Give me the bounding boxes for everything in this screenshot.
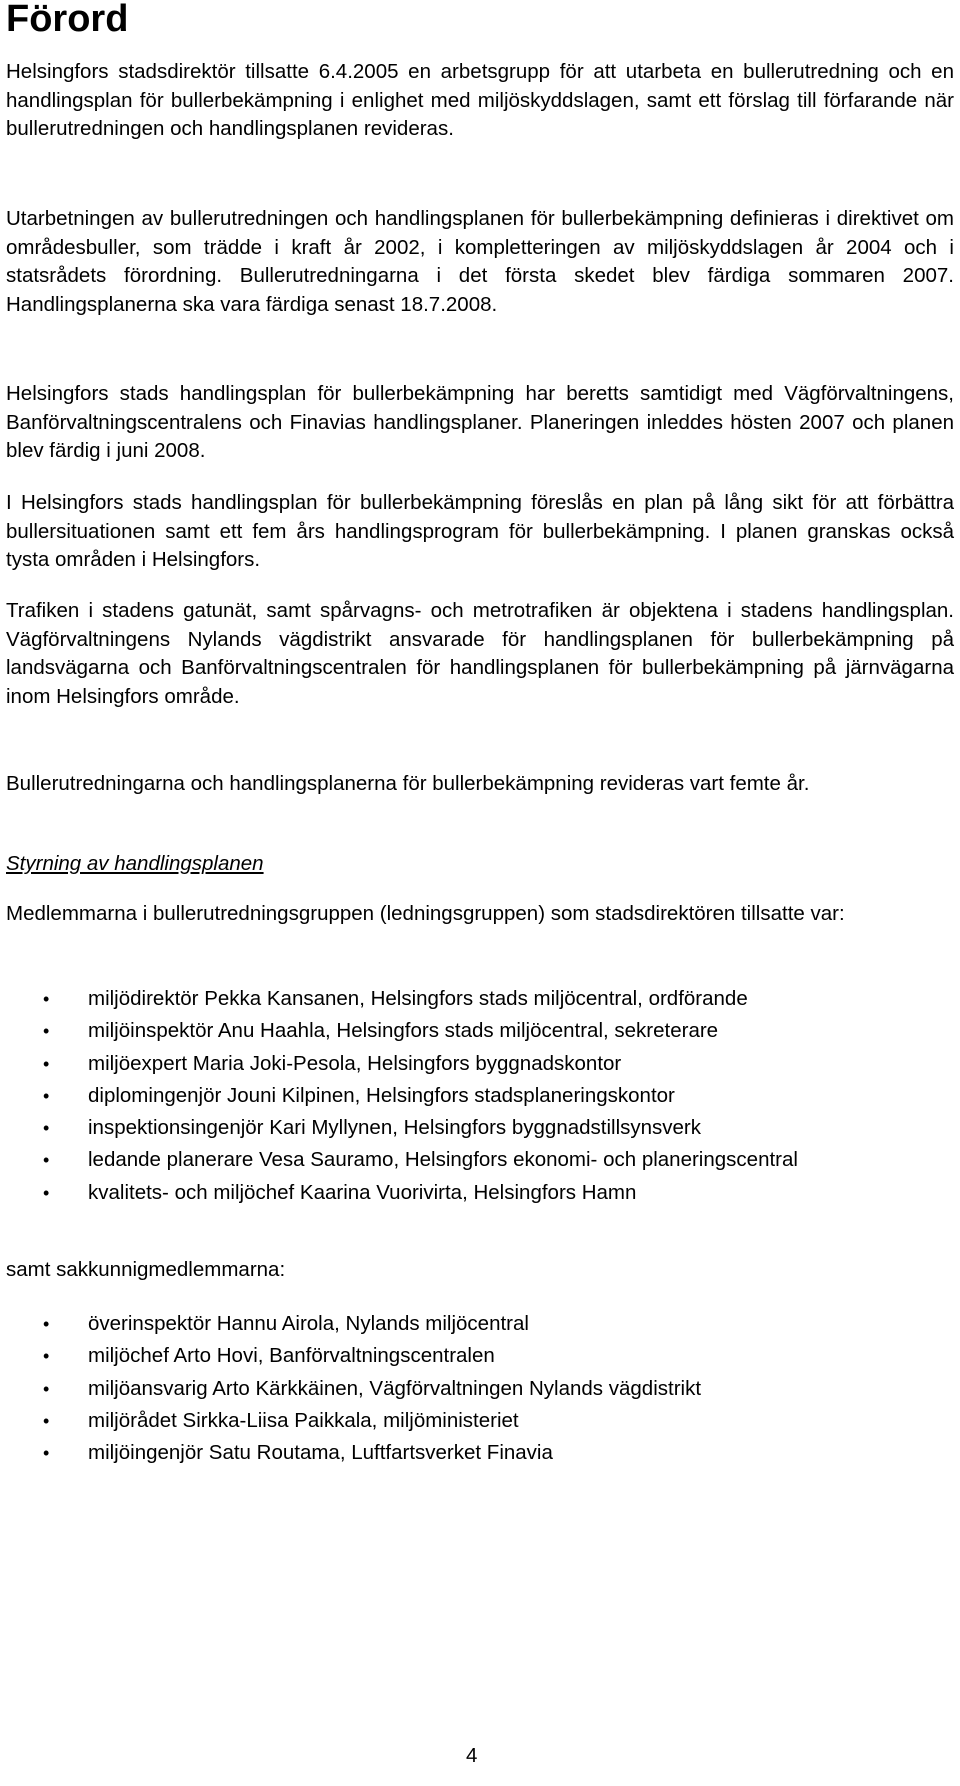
list-item <box>0 1405 960 1437</box>
list-item <box>0 1308 960 1340</box>
list-item-text: miljödirektör Pekka Kansanen, Helsingfors stads miljöcentral, ordförande <box>88 987 748 1010</box>
paragraph-directive: Utarbetningen av bullerutredningen och handlingsplanen för bullerbekämpning definieras i direktivet om områdesbuller, som trädde i kraft år 2002, i kompletteringen av miljöskyddslagen år 2004 och i statsrådets förordning. Bullerutredningarna i det första skedet blev färdiga sommaren 2007. Handlingsplanerna ska vara färdiga senast 18.7.2008. <box>6 207 954 316</box>
paragraph-traffic: Trafiken i stadens gatunät, samt spårvagns- och metrotrafiken är objektena i stadens handlingsplan. Vägförvaltningens Nylands vägdistrikt ansvarade för handlingsplanen för bullerbekämpning på landsvägarna och Banförvaltningscentralen för handlingsplanen för bullerbekämpning på järnvägarna inom Helsingfors område. <box>6 599 954 708</box>
list-item <box>0 1015 960 1047</box>
members-list <box>0 983 960 1209</box>
experts-list <box>0 1308 960 1469</box>
list-item-text: miljöingenjör Satu Routama, Luftfartsverket Finavia <box>88 1441 553 1465</box>
bullet-icon: • <box>43 1085 50 1106</box>
bullet-icon: • <box>43 1150 50 1171</box>
paragraph-experts-intro: samt sakkunnigmedlemmarna: <box>6 1258 286 1281</box>
list-item-text: diplomingenjör Jouni Kilpinen, Helsingfors stadsplaneringskontor <box>88 1083 675 1107</box>
list-item <box>0 1340 960 1372</box>
page-title: Förord <box>6 0 129 40</box>
paragraph-proposal: I Helsingfors stads handlingsplan för bullerbekämpning föreslås en plan på lång sikt för att förbättra bullersituationen samt ett fem års handlingsprogram för bullerbekämpning. I planen granskas också tysta områden i Helsingfors. <box>6 491 954 571</box>
list-item <box>0 1048 960 1080</box>
bullet-icon: • <box>43 1378 50 1399</box>
list-item <box>0 1437 960 1469</box>
list-item-text: kvalitets- och miljöchef Kaarina Vuorivirta, Helsingfors Hamn <box>88 1180 637 1204</box>
bullet-icon: • <box>43 1053 50 1074</box>
list-item-text: överinspektör Hannu Airola, Nylands miljöcentral <box>88 1312 529 1335</box>
paragraph-intro: Helsingfors stadsdirektör tillsatte 6.4.2005 en arbetsgrupp för att utarbeta en bullerutredning och en handlingsplan för bullerbekämpning i enlighet med miljöskyddslagen, samt ett förslag till förfarande när bullerutredningen och handlingsplanen revideras. <box>6 60 954 140</box>
list-item <box>0 1080 960 1112</box>
list-item <box>0 1373 960 1405</box>
list-item-text: miljöchef Arto Hovi, Banförvaltningscentralen <box>88 1344 495 1368</box>
list-item-text: ledande planerare Vesa Sauramo, Helsingfors ekonomi- och planeringscentral <box>88 1148 798 1172</box>
list-item <box>0 1112 960 1144</box>
list-item-text: miljöinspektör Anu Haahla, Helsingfors stads miljöcentral, sekreterare <box>88 1019 719 1043</box>
list-item <box>0 1177 960 1209</box>
list-item-text: miljöexpert Maria Joki-Pesola, Helsingfors byggnadskontor <box>88 1051 622 1075</box>
paragraph-preparation: Helsingfors stads handlingsplan för bullerbekämpning har beretts samtidigt med Vägförvaltningens, Banförvaltningscentralens och Finavias handlingsplaner. Planeringen inleddes hösten 2007 och planen blev färdig i juni 2008. <box>6 382 954 462</box>
section-subheading: Styrning av handlingsplanen <box>6 852 264 875</box>
bullet-icon: • <box>43 1182 50 1203</box>
list-item <box>0 1144 960 1176</box>
paragraph-revision: Bullerutredningarna och handlingsplanerna för bullerbekämpning revideras vart femte år. <box>6 772 810 795</box>
bullet-icon: • <box>43 1346 50 1367</box>
bullet-icon: • <box>43 1314 50 1334</box>
bullet-icon: • <box>43 989 50 1009</box>
bullet-icon: • <box>43 1021 50 1042</box>
list-item <box>0 983 960 1015</box>
bullet-icon: • <box>43 1443 50 1464</box>
list-item-text: miljöansvarig Arto Kärkkäinen, Vägförvaltningen Nylands vägdistrikt <box>88 1376 702 1400</box>
bullet-icon: • <box>43 1118 50 1139</box>
list-item-text: miljörådet Sirkka-Liisa Paikkala, miljöministeriet <box>88 1408 519 1432</box>
list-item-text: inspektionsingenjör Kari Myllynen, Helsingfors byggnadstillsynsverk <box>88 1116 702 1140</box>
paragraph-members-intro: Medlemmarna i bullerutredningsgruppen (ledningsgruppen) som stadsdirektören tillsatte var: <box>6 902 845 925</box>
bullet-icon: • <box>43 1410 50 1431</box>
page-number: 4 <box>466 1744 478 1767</box>
